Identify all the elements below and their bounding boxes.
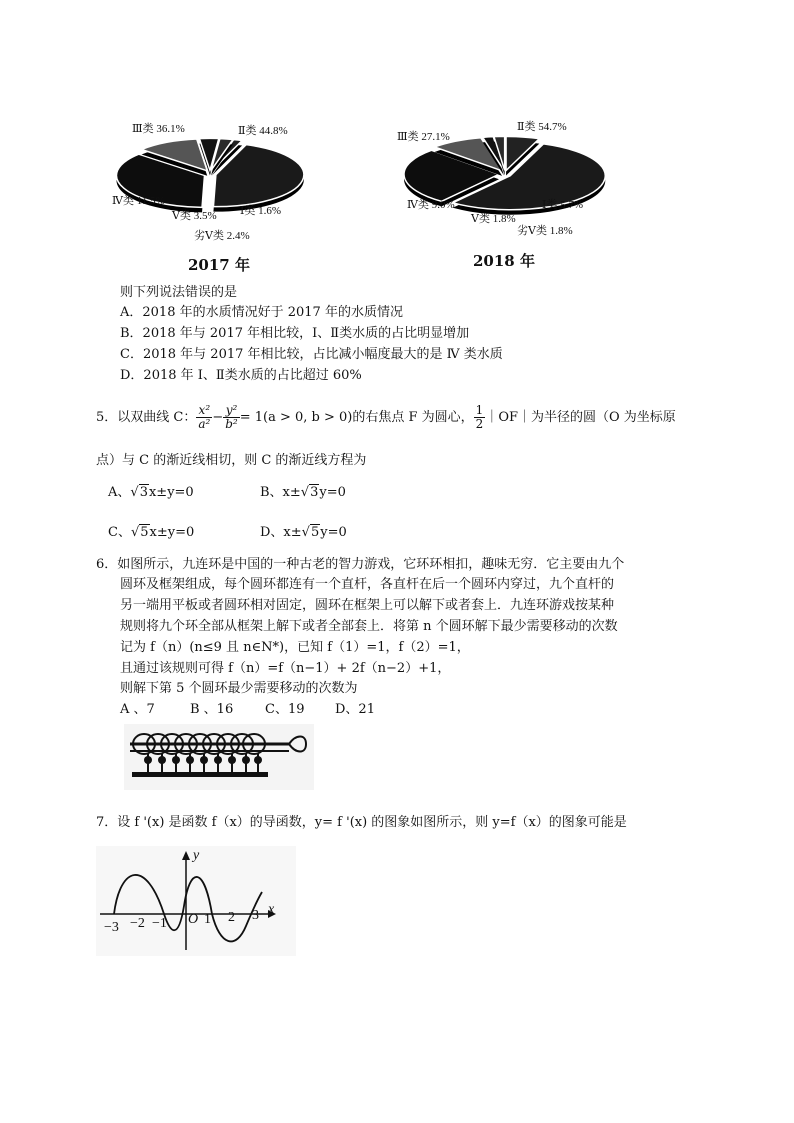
q5-mid: 的右焦点 F 为圆心， bbox=[352, 410, 474, 425]
q4-option-a: A．2018 年的水质情况好于 2017 年的水质情况 bbox=[120, 305, 403, 320]
q5-option-c: C、√5x±y=0 bbox=[108, 525, 195, 540]
q6-line-2: 圆环及框架组成，每个圆环都连有一个直杆，各直杆在后一个圆环内穿过，九个直杆的 bbox=[120, 577, 615, 592]
pie-2017-label-c3: Ⅲ类 36.1% bbox=[132, 123, 185, 135]
q5-frac-y: $\frac{\text{y²}}{\text{b²}}$ bbox=[225, 403, 238, 431]
graph-y-axis-label: y bbox=[193, 848, 200, 863]
nine-rings-figure bbox=[124, 724, 314, 790]
pie-chart-2017 bbox=[110, 112, 310, 277]
pie-2018-label-c1: Ⅰ类 5.7% bbox=[542, 199, 584, 211]
q6-option-a: A 、7 bbox=[120, 702, 155, 717]
q5-option-a: A、√3x±y=0 bbox=[108, 485, 194, 500]
q5-suffix: ｜OF｜为半径的圆（O 为坐标原 bbox=[485, 410, 676, 425]
pie-2018-label-c5: Ⅴ类 1.8% bbox=[471, 213, 516, 225]
pie-2018-label-c2: Ⅱ类 54.7% bbox=[517, 121, 567, 133]
pie-2017-label-c6: 劣Ⅴ类 2.4% bbox=[194, 230, 250, 242]
pie-2017-label-c1: Ⅰ类 1.6% bbox=[240, 205, 282, 217]
q6-line-6: 且通过该规则可得 f（n）=f（n−1）+ 2f（n−2）+1， bbox=[120, 661, 451, 676]
q6-option-b: B 、16 bbox=[190, 702, 234, 717]
q5-frac-half: $\frac{1}{2}$ bbox=[475, 403, 484, 431]
pie-2018-label-c4: Ⅳ类 9.0% bbox=[407, 199, 455, 211]
q6-line-3: 另一端用平板或者圆环相对固定，圆环在框架上可以解下或者套上．九连环游戏按某种 bbox=[120, 598, 615, 613]
q4-option-b: B．2018 年与 2017 年相比较，Ⅰ、Ⅱ类水质的占比明显增加 bbox=[120, 326, 470, 341]
q6-line-1: 6．如图所示，九连环是中国的一种古老的智力游戏，它环环相扣，趣味无穷．它主要由九个 bbox=[96, 557, 625, 572]
q5-line2: 点）与 C 的渐近线相切，则 C 的渐近线方程为 bbox=[96, 453, 367, 468]
q6-option-d: D、21 bbox=[335, 702, 375, 717]
q4-stem: 则下列说法错误的是 bbox=[120, 285, 238, 300]
graph-tick-1: 1 bbox=[204, 912, 211, 927]
pie-2017-caption: 2017 年 bbox=[188, 256, 250, 274]
pie-2018-label-c3: Ⅲ类 27.1% bbox=[397, 131, 450, 143]
q5-line1: 5．以双曲线 C： $\frac{\text{x²}}{\text{a²}}$ − $\frac{\text{y²}}{\text{b²}}$ = 1(a > 0, b > 0)的右焦点 F 为圆心， $\frac{1}{2}$ ｜OF｜为半径的圆（O 为坐标原 bbox=[96, 403, 676, 431]
graph-tick-3: 3 bbox=[252, 908, 259, 923]
q4-option-c: C．2018 年与 2017 年相比较，占比减小幅度最大的是 Ⅳ 类水质 bbox=[120, 347, 503, 362]
graph-tick-neg1: −1 bbox=[152, 916, 167, 931]
pie-2018-caption: 2018 年 bbox=[473, 252, 535, 270]
derivative-graph bbox=[96, 846, 296, 956]
pie-chart-2018 bbox=[395, 112, 615, 277]
graph-x-axis-label: x bbox=[268, 902, 275, 917]
pie-2017-label-c5: Ⅴ类 3.5% bbox=[172, 210, 217, 222]
q6-line-4: 规则将九个环全部从框架上解下或者全部套上．将第 n 个圆环解下最少需要移动的次数 bbox=[120, 619, 618, 634]
q6-option-c: C、19 bbox=[265, 702, 305, 717]
q7-stem: 7．设 f '(x) 是函数 f（x）的导函数，y= f '(x) 的图象如图所示，则 y=f（x）的图象可能是 bbox=[96, 815, 627, 830]
q5-prefix: 5．以双曲线 C： bbox=[96, 410, 197, 425]
q6-line-5: 记为 f（n）(n≤9 且 n∈N*)，已知 f（1）=1，f（2）=1， bbox=[120, 640, 470, 655]
q5-option-b: B、x±√3y=0 bbox=[260, 485, 346, 500]
graph-tick-neg3: −3 bbox=[104, 920, 119, 935]
q6-line-7: 则解下第 5 个圆环最少需要移动的次数为 bbox=[120, 681, 358, 696]
q4-option-d: D．2018 年 Ⅰ、Ⅱ类水质的占比超过 60% bbox=[120, 368, 362, 383]
pie-2017-label-c2: Ⅱ类 44.8% bbox=[238, 125, 288, 137]
q5-frac-x: $\frac{\text{x²}}{\text{a²}}$ bbox=[198, 403, 211, 431]
pie-2018-label-c6: 劣Ⅴ类 1.8% bbox=[517, 225, 573, 237]
graph-tick-2: 2 bbox=[228, 910, 235, 925]
graph-origin-label: O bbox=[188, 912, 199, 927]
q5-option-d: D、x±√5y=0 bbox=[260, 525, 347, 540]
pie-2017-label-c4: Ⅳ类 11.5% bbox=[112, 195, 165, 207]
graph-tick-neg2: −2 bbox=[130, 916, 145, 931]
q5-eq-rest: = 1(a > 0, b > 0) bbox=[239, 410, 353, 425]
